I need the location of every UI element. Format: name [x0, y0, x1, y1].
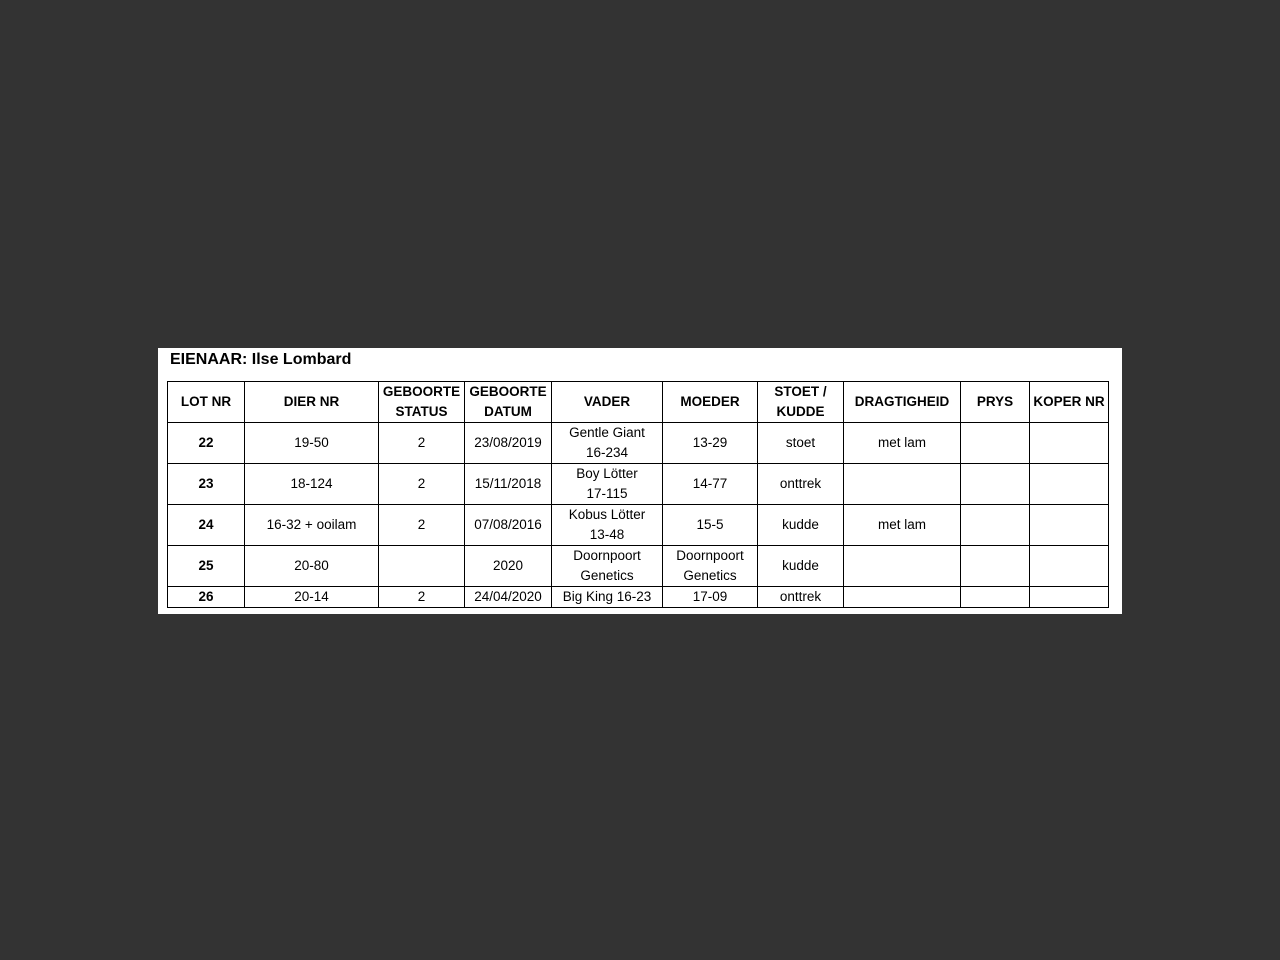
- moeder-text: 17-09: [692, 589, 728, 604]
- owner-heading: EIENAAR: Ilse Lombard: [170, 351, 352, 368]
- vader-text: Doornpoort Genetics: [573, 548, 641, 583]
- vader-text: Big King 16-23: [562, 589, 652, 604]
- vader-text: Boy Lötter 17-115: [576, 466, 638, 501]
- moeder-text: Doornpoort Genetics: [676, 548, 744, 583]
- cell-dragtigheid: met lam: [844, 505, 961, 546]
- cell-prys: [961, 546, 1030, 587]
- cell-stoet-kudde: onttrek: [758, 464, 844, 505]
- cell-lot-nr: 24: [168, 505, 245, 546]
- cell-dier-nr: 20-14: [245, 587, 379, 608]
- header-prys: PRYS: [961, 382, 1030, 423]
- header-koper-nr: KOPER NR: [1030, 382, 1109, 423]
- cell-geboorte-datum: 15/11/2018: [465, 464, 552, 505]
- cell-lot-nr: 23: [168, 464, 245, 505]
- cell-moeder: [663, 423, 758, 464]
- cell-dragtigheid: met lam: [844, 423, 961, 464]
- cell-dragtigheid: [844, 464, 961, 505]
- cell-vader: [552, 546, 663, 587]
- cell-vader: [552, 505, 663, 546]
- table-row: [168, 546, 1109, 587]
- table-row: [168, 505, 1109, 546]
- cell-koper-nr: [1030, 587, 1109, 608]
- cell-stoet-kudde: stoet: [758, 423, 844, 464]
- cell-stoet-kudde: onttrek: [758, 587, 844, 608]
- cell-prys: [961, 587, 1030, 608]
- cell-dragtigheid: [844, 587, 961, 608]
- cell-dragtigheid: [844, 546, 961, 587]
- cell-lot-nr: 26: [168, 587, 245, 608]
- header-geboorte-status: GEBOORTE STATUS: [379, 382, 465, 423]
- table-row: [168, 587, 1109, 608]
- header-geboorte-datum: GEBOORTE DATUM: [465, 382, 552, 423]
- header-row: [168, 382, 1109, 423]
- cell-prys: [961, 423, 1030, 464]
- cell-prys: [961, 464, 1030, 505]
- cell-koper-nr: [1030, 464, 1109, 505]
- cell-geboorte-datum: 07/08/2016: [465, 505, 552, 546]
- header-vader: VADER: [552, 382, 663, 423]
- moeder-text: 13-29: [692, 435, 728, 450]
- vader-text: Kobus Lötter 13-48: [568, 507, 646, 542]
- cell-geboorte-status: 2: [379, 505, 465, 546]
- cell-vader: [552, 587, 663, 608]
- moeder-text: 15-5: [696, 517, 724, 532]
- header-lot-nr: LOT NR: [168, 382, 245, 423]
- table-row: [168, 464, 1109, 505]
- moeder-text: 14-77: [692, 476, 728, 491]
- cell-dier-nr: 19-50: [245, 423, 379, 464]
- cell-moeder: [663, 505, 758, 546]
- cell-geboorte-status: [379, 546, 465, 587]
- cell-dier-nr: 16-32 + ooilam: [245, 505, 379, 546]
- vader-text: Gentle Giant 16-234: [569, 425, 645, 460]
- cell-stoet-kudde: kudde: [758, 505, 844, 546]
- cell-moeder: [663, 546, 758, 587]
- cell-geboorte-status: 2: [379, 464, 465, 505]
- cell-geboorte-status: 2: [379, 423, 465, 464]
- cell-geboorte-datum: 2020: [465, 546, 552, 587]
- cell-dier-nr: 18-124: [245, 464, 379, 505]
- document-page: [158, 348, 1122, 614]
- header-moeder: MOEDER: [663, 382, 758, 423]
- header-dragtigheid: DRAGTIGHEID: [844, 382, 961, 423]
- cell-vader: [552, 464, 663, 505]
- table-row: [168, 423, 1109, 464]
- cell-dier-nr: 20-80: [245, 546, 379, 587]
- cell-koper-nr: [1030, 505, 1109, 546]
- cell-lot-nr: 22: [168, 423, 245, 464]
- cell-lot-nr: 25: [168, 546, 245, 587]
- header-dier-nr: DIER NR: [245, 382, 379, 423]
- cell-moeder: [663, 587, 758, 608]
- cell-koper-nr: [1030, 423, 1109, 464]
- cell-geboorte-datum: 23/08/2019: [465, 423, 552, 464]
- cell-koper-nr: [1030, 546, 1109, 587]
- cell-vader: [552, 423, 663, 464]
- lots-table: [167, 381, 1109, 608]
- cell-geboorte-datum: 24/04/2020: [465, 587, 552, 608]
- header-stoet-kudde: STOET / KUDDE: [758, 382, 844, 423]
- cell-prys: [961, 505, 1030, 546]
- cell-moeder: [663, 464, 758, 505]
- cell-geboorte-status: 2: [379, 587, 465, 608]
- cell-stoet-kudde: kudde: [758, 546, 844, 587]
